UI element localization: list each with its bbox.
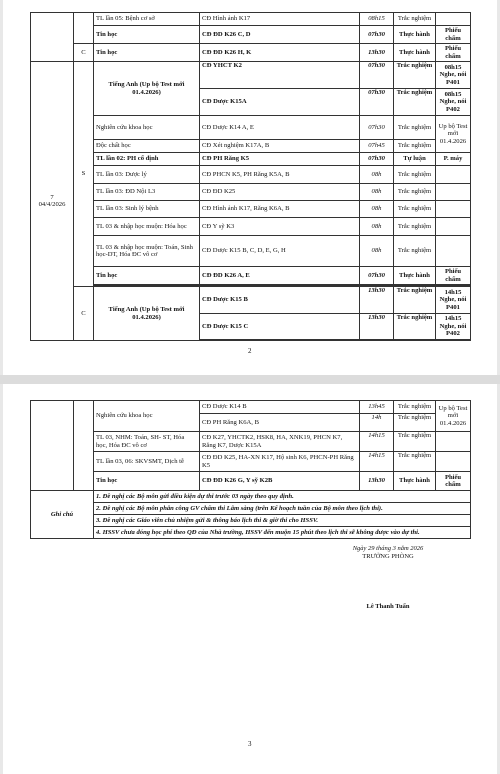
notes-label: Ghi chú	[31, 491, 94, 539]
table-row: TL lần 03, 06: SKVSMT, Dịch tễ CĐ ĐD K25, HA-XN K17, Hộ sinh K6, PHCN-PH Răng K5 14h15 Trắc nghiệm	[31, 452, 471, 472]
page-number: 2	[248, 347, 252, 355]
page-number: 3	[248, 740, 252, 748]
table-row: Tin học CĐ ĐD K26 G, Y sỹ K2B 13h30 Thực hành Phiếu chấm	[31, 472, 471, 491]
note-row: 4. HSSV chưa đóng học phí theo QĐ của Nhà trường, HSSV đến muộn 15 phút theo lịch thi sẽ không được vào dự thi.	[31, 527, 471, 539]
page-separator	[0, 375, 500, 384]
table-row: CĐ Dược K15 C 13h30 Trắc nghiệm 14h15 Nghe, nói P402	[31, 314, 471, 340]
table-row: Tin học CĐ ĐD K26 A, E 07h30 Thực hành Phiếu chấm	[31, 267, 471, 285]
exam-schedule-table-page-2	[30, 12, 471, 341]
table-row: Tin học CĐ ĐD K26 C, D 07h30 Thực hành Phiếu chấm	[31, 26, 471, 44]
session-label: C	[74, 44, 94, 62]
signature-position: TRƯỞNG PHÒNG	[362, 553, 414, 560]
table-row: C Tin học CĐ ĐD K26 H, K 13h30 Thực hành Phiếu chấm	[31, 44, 471, 62]
table-row: TL 03 & nhập học muộn: Hóa học CĐ Y sỹ K3 08h Trắc nghiệm	[31, 218, 471, 236]
table-row: TL 03, NHM: Toán, SH- ST, Hóa học, Hóa ĐC vô cơ CĐ K27, YHCTK2, HSK8, HA, XNK19, PHCN K7, Răng K7, Dược K15A 14h15 Trắc nghiệm	[31, 432, 471, 452]
table-row: TL 03 & nhập học muộn: Toán, Sinh học-DT, Hóa ĐC vô cơ CĐ Dược K15 B, C, D, E, G, H 08h Trắc nghiệm	[31, 236, 471, 267]
table-row: CĐ PH Răng K6A, B 14h Trắc nghiệm	[31, 414, 471, 432]
table-row: CĐ Dược K15A 07h30 Trắc nghiệm 08h15 Nghe, nói P402	[31, 89, 471, 116]
signature-date: Ngày 29 tháng 3 năm 2026	[352, 545, 424, 552]
session-label: S	[74, 62, 94, 287]
table-row: TL lần 03: Sinh lý bệnh CĐ Hình ảnh K17, Răng K6A, B 08h Trắc nghiệm	[31, 201, 471, 218]
session-label: C	[74, 287, 94, 341]
table-row: TL lần 03: Dược lý CĐ PHCN K5, PH Răng K5A, B 08h Trắc nghiệm	[31, 166, 471, 184]
table-row: Độc chất học CĐ Xét nghiệm K17A, B 07h45 Trắc nghiệm	[31, 140, 471, 153]
table-row: TL lần 02: PH cố định CĐ PH Răng K5 07h30 Tự luận P. máy	[31, 153, 471, 166]
day-cell: 7 04/4/2026	[31, 62, 74, 341]
note-row: Ghi chú 1. Đề nghị các Bộ môn gửi điều kiện dự thi trước 03 ngày theo quy định.	[31, 491, 471, 503]
note-row: 3. Đề nghị các Giáo viên chủ nhiệm gửi & thông báo lịch thi & giờ thi cho HSSV.	[31, 515, 471, 527]
table-row: Nghiên cứu khoa học CĐ Dược K14 A, E 07h30 Trắc nghiệm Up bộ Test mới 01.4.2026	[31, 116, 471, 140]
table-row: Nghiên cứu khoa học CĐ Dược K14 B 13h45 Trắc nghiệm Up bộ Test mới 01.4.2026	[31, 401, 471, 414]
document-page-2	[3, 0, 497, 375]
signer-name: Lê Thanh Tuấn	[366, 603, 410, 610]
table-row: 7 04/4/2026 S Tiếng Anh (Up bộ Test mới 01.4.2026) CĐ YHCT K2 07h30 Trắc nghiệm 08h15 Nghe, nói P401	[31, 62, 471, 89]
table-row: TL lần 03: ĐD Nội L3 CĐ ĐD K25 08h Trắc nghiệm	[31, 184, 471, 201]
table-row: TL lần 05: Bệnh cơ sở CĐ Hình ảnh K17 08h15 Trắc nghiệm	[31, 13, 471, 26]
note-row: 2. Đề nghị các Bộ môn phân công GV chấm thi Lâm sàng (trên Kế hoạch tuần của Bộ môn theo lịch thi).	[31, 503, 471, 515]
exam-schedule-table-page-3	[30, 400, 471, 539]
document-page-3	[3, 384, 497, 774]
table-row: C Tiếng Anh (Up bộ Test mới 01.4.2026) CĐ Dược K15 B 13h30 Trắc nghiệm 14h15 Nghe, nói P401	[31, 287, 471, 314]
